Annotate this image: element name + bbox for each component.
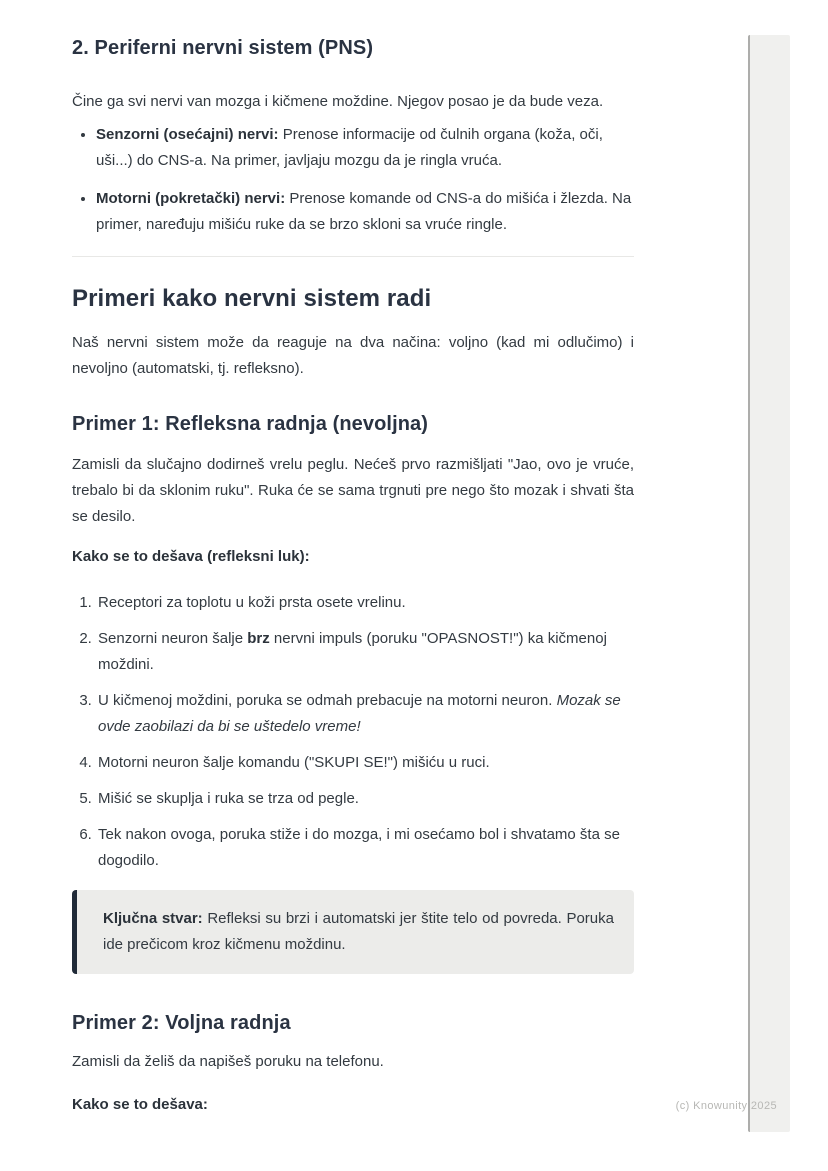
reflex-step-3 [96,688,634,740]
document-content [72,0,634,1118]
reflex-step-1 [96,590,634,616]
watermark-text: (c) Knowunity 2025 [675,1100,777,1112]
example2-heading: Primer 2: Voljna radnja [72,1012,291,1034]
list-item-text: Prenose komande od CNS-a do mišića i žlezda. Na primer, naređuju mišiću ruke da se brzo skloni sa vruće ringle. [96,190,632,233]
scrollbar-thumb[interactable] [748,35,790,1132]
step-text-italic: Mozak se ovde zaobilazi da bi se uštedelo vreme! [98,692,621,735]
list-item-lead: Senzorni (osećajni) nervi: [96,126,279,143]
step-text: Mišić se skuplja i ruka se trza od pegle. [98,790,359,807]
list-item-text: Prenose informacije od čulnih organa (koža, oči, uši...) do CNS-a. Na primer, javljaju mozgu da je ringla vruća. [96,126,603,169]
step-text: nervni impuls (poruku "OPASNOST!") ka kičmenoj moždini. [98,630,607,673]
examples-intro-paragraph: Naš nervni sistem može da reaguje na dva načina: voljno (kad mi odlučimo) i nevoljno (automatski, tj. refleksno). [72,334,634,377]
steps-label-text: Kako se to dešava: [72,1096,208,1113]
example1-steps-label [72,544,634,570]
example2-intro-paragraph: Zamisli da želiš da napišeš poruku na telefonu. [72,1053,384,1070]
list-item-motor-nerves [96,186,634,238]
section-divider [72,256,634,257]
example1-intro-paragraph: Zamisli da slučajno dodirneš vrelu peglu. Nećeš prvo razmišljati "Jao, ovo je vruće, trebalo bi da sklonim ruku". Ruka će se sama trgnuti pre nego što mozak i shvati šta se desilo. [72,456,634,525]
example1-heading: Primer 1: Refleksna radnja (nevoljna) [72,413,429,435]
pns-intro-paragraph: Čine ga svi nervi van mozga i kičmene moždine. Njegov posao je da bude veza. [72,93,604,110]
reflex-arc-steps-list [72,590,634,874]
step-text: Senzorni neuron šalje [98,630,248,647]
step-text-bold: brz [247,630,270,647]
list-item-sensory-nerves [96,122,634,174]
callout-text [103,906,614,958]
reflex-step-5 [96,786,634,812]
section-heading-examples: Primeri kako nervni sistem radi [72,285,432,312]
reflex-step-4 [96,750,634,776]
step-text: U kičmenoj moždini, poruka se odmah prebacuje na motorni neuron. [98,692,557,709]
list-item-lead: Motorni (pokretački) nervi: [96,190,286,207]
steps-label-text: Kako se to dešava (refleksni luk): [72,548,310,565]
nerve-types-list [72,122,634,238]
step-text: Receptori za toplotu u koži prsta osete vrelinu. [98,594,406,611]
reflex-step-2 [96,626,634,678]
step-text: Tek nakon ovoga, poruka stiže i do mozga, i mi osećamo bol i shvatamo šta se dogodilo. [98,826,620,869]
reflex-step-6 [96,822,634,874]
step-text: Motorni neuron šalje komandu ("SKUPI SE!") mišiću u ruci. [98,754,490,771]
callout-lead: Ključna stvar: [103,910,203,927]
key-point-callout [72,890,634,974]
callout-rest: Refleksi su brzi i automatski jer štite telo od povreda. Poruka ide prečicom kroz kičmenu moždinu. [103,910,614,953]
example2-steps-label [72,1092,634,1118]
section-heading-pns: 2. Periferni nervni sistem (PNS) [72,37,374,59]
